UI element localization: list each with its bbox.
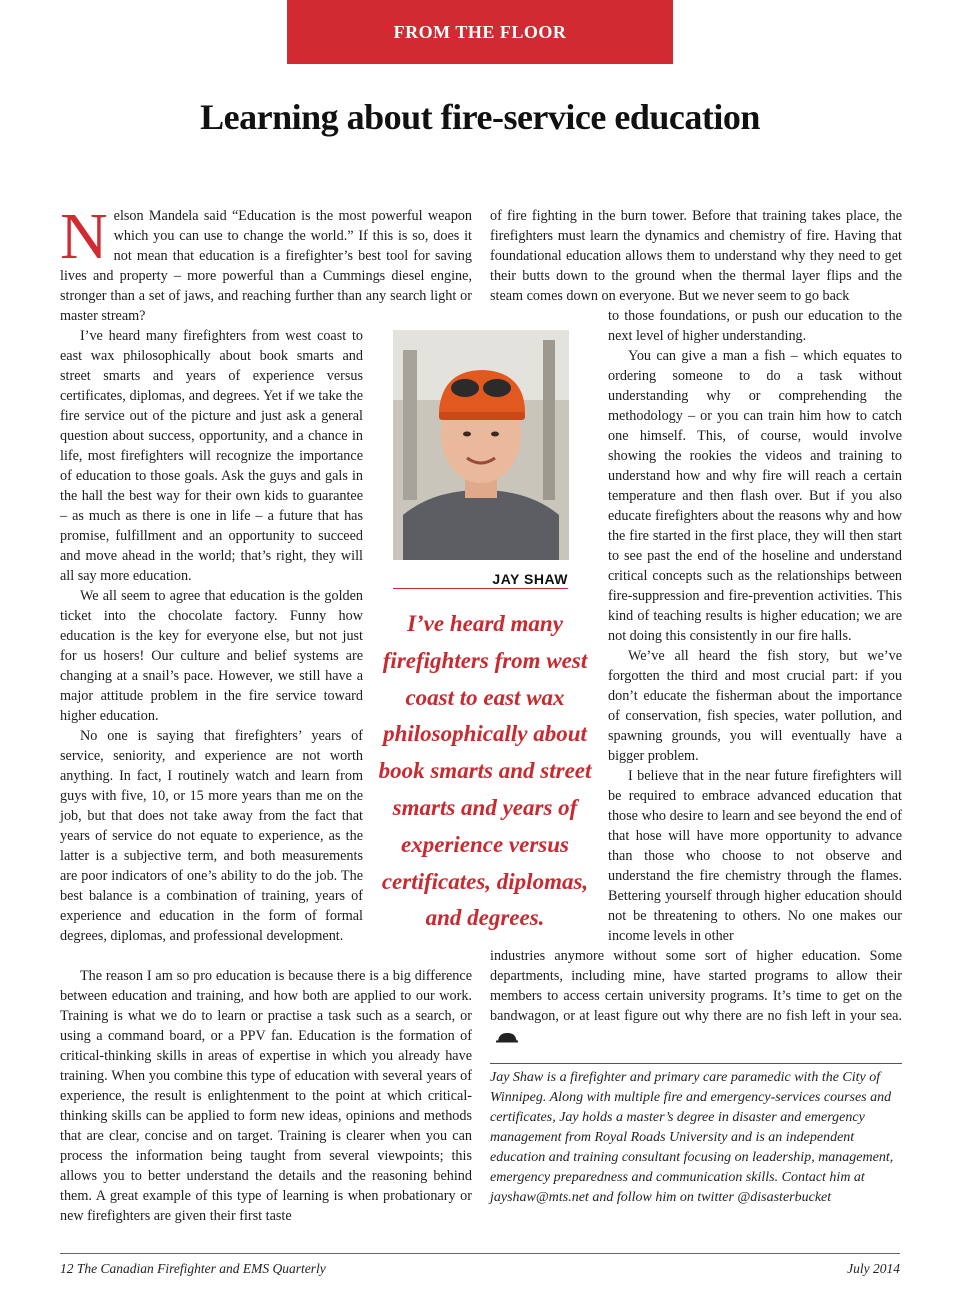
drop-cap: N xyxy=(60,200,108,273)
column-a-middle xyxy=(60,326,363,946)
paragraph: to those foundations, or push our education to the next level of higher understanding. xyxy=(608,308,902,344)
footer-publication: 12 The Canadian Firefighter and EMS Quarterly xyxy=(60,1261,326,1276)
column-a-bottom xyxy=(60,966,472,1226)
paragraph: You can give a man a fish – which equates to ordering someone to do a task without understanding why or comprehending the methodology – or you can train him how to catch one himself. This, of course, would involve showing the rookies the videos and training to understand how and why fire will reach a certain temperature and then flash over. But if you also educate firefighters about the reasons why and how the fire started in the first place, they will then start to see past the end of the hoseline and understand critical concepts such as the relationships between fire-suppression and fire-prevention activities. This kind of teaching results is higher education; we are not doing this consistently in our fire halls. xyxy=(608,348,902,644)
section-banner-label: FROM THE FLOOR xyxy=(393,21,567,42)
paragraph: The reason I am so pro education is because there is a big difference between education and training, and how both are applied to our work. Training is what we do to learn or practise a task such as a search, or using a command board, or a PPV fan. Education is the formation of critical-thinking skills in areas of expertise in which you already have training. When you combine this type of education with several years of experience, the result is enlightenment to the point at which critical-thinking skills can be applied to form new ideas, opinions and methods that are clear, concise and on target. Training is clearer when you can process the information being taught from several viewpoints; this allows you to better understand the details and the reasoning behind them. A great example of this type of learning is when probationary or new firefighters are given their first taste xyxy=(60,968,472,1224)
paragraph: I’ve heard many firefighters from west coast to east wax philosophically about book smarts and street smarts and years of experience versus certificates, diplomas, and degrees. Yet if we take the fire service out of the picture and just ask a general question about success, opportunity, and a chance in life, most firefighters will recognize the importance of education to those goals. Ask the guys and gals in the hall the best way for their own kids to guarantee – as much as there is one in life – a future that has promise, fulfillment and an opportunity to succeed and move ahead in the world; that’s right, they will all say more education. xyxy=(60,328,363,584)
author-bio: Jay Shaw is a firefighter and primary care paramedic with the City of Winnipeg. Along with multiple fire and emergency-services courses and certificates, Jay holds a master’s degree in disaster and emergency management from Royal Roads University and is an independent education and training consultant focusing on leadership, management, emergency preparedness and communication skills. Contact him at jayshaw@mts.net and follow him on twitter @disasterbucket xyxy=(490,1070,894,1205)
helmet-icon xyxy=(496,1031,518,1043)
intro-paragraph: elson Mandela said “Education is the most powerful weapon which you can use to change the world.” If this is so, does it not mean that education is a firefighter’s best tool for saving lives and property – more powerful than a Cummings diesel engine, stronger than a set of jaws, and reaching further than any search light or master stream? xyxy=(60,208,472,324)
closing-text: industries anymore without some sort of higher education. Some departments, including mine, have started programs to allow their members to access certain university programs. It’s time to get on the bandwagon, or at least figure out why there are no fish left in your sea. xyxy=(490,948,902,1024)
closing-paragraph xyxy=(490,946,902,1046)
column-b-bottom xyxy=(490,946,902,1046)
section-banner xyxy=(287,0,673,64)
column-b-top xyxy=(490,206,902,306)
paragraph: We all seem to agree that education is the golden ticket into the chocolate factory. Funny how education is the key for everyone else, but not just for us hosers! Our culture and belief systems are changing at a snail’s pace. However, we still have a major attitude problem in the fire service toward higher education. xyxy=(60,588,363,724)
portrait-illustration xyxy=(393,330,569,560)
pull-quote: I’ve heard many firefighters from west coast to east wax philosophically about book smarts and street smarts and years of experience versus certificates, diplomas, and degrees. xyxy=(378,611,592,931)
bio-divider xyxy=(490,1063,902,1064)
column-a-intro xyxy=(60,200,472,326)
paragraph: We’ve all heard the fish story, but we’ve forgotten the third and most crucial part: if you don’t educate the fisherman about the importance of conservation, fish species, water pollution, and spawning grounds, you will eventually have a bigger problem. xyxy=(608,648,902,764)
column-b-middle xyxy=(608,306,902,946)
paragraph: of fire fighting in the burn tower. Before that training takes place, the firefighters must learn the dynamics and chemistry of fire. Having that foundational education allows them to understand why they need to get their butts down to the ground when the thermal layer flips and the steam comes down on everyone. But we never seem to go back xyxy=(490,208,902,304)
article-headline: Learning about fire-service education xyxy=(200,97,760,137)
author-photo xyxy=(393,330,569,560)
footer-divider xyxy=(60,1253,900,1254)
photo-caption: JAY SHAW xyxy=(393,571,568,589)
paragraph: I believe that in the near future firefighters will be required to embrace advanced education that those who desire to learn and see beyond the end of that hose will have more opportunity to advance than those who choose to not observe and understand the fire chemistry through the flames. Bettering yourself through higher education should not be threatening to others. No one makes our income levels in other xyxy=(608,768,902,944)
footer-date: July 2014 xyxy=(847,1261,900,1276)
paragraph: No one is saying that firefighters’ years of service, seniority, and experience are not worth anything. In fact, I routinely watch and learn from guys with five, 10, or 15 more years than me on the job, but that does not take away from the fact that years of service do not equate to experience, as the latter is a subjective term, and both measurements are poor indicators of one’s ability to do the job. The best balance is a combination of training, years of experience and education in the form of formal degrees, diplomas, and professional development. xyxy=(60,728,363,944)
